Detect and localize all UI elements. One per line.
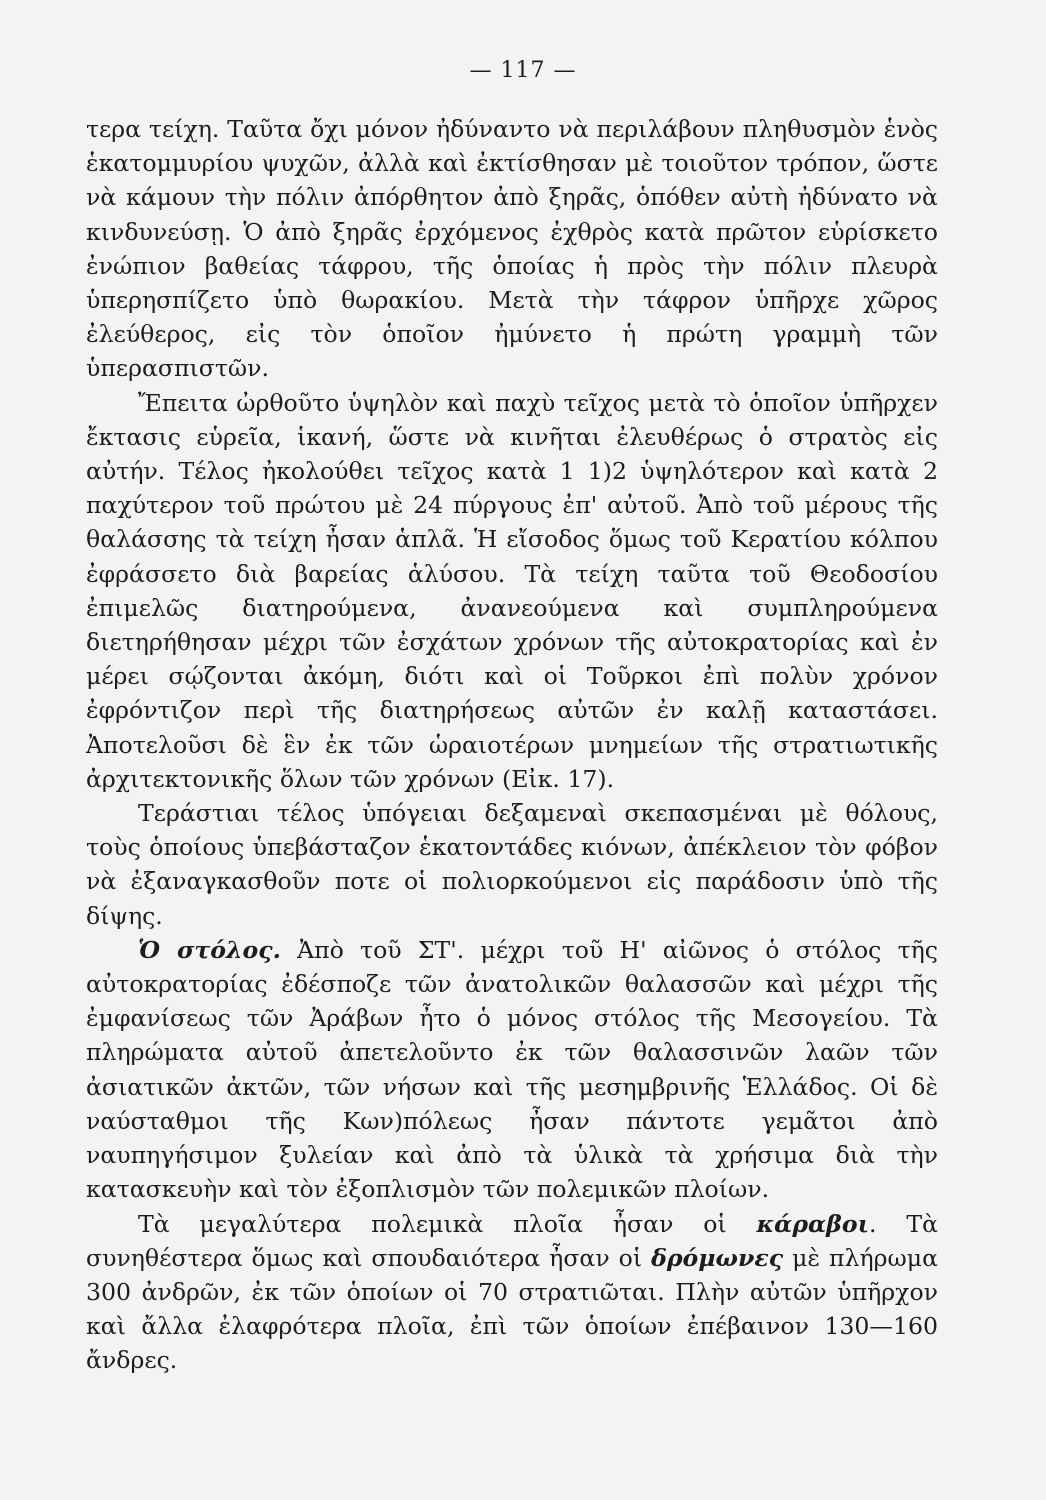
term-karavoi: κάραβοι (756, 1209, 870, 1238)
paragraph-cisterns: Τεράστιαι τέλος ὑπόγειαι δεξαμεναὶ σκεπασμέναι μὲ θόλους, τοὺς ὁποίους ὑπεβάσταζον ἑκατοντάδες κιόνων, ἀπέκλειον τὸν φόβον νὰ ἐξαναγκασθοῦν ποτε οἱ πολιορκούμενοι εἰς παράδοσιν ὑπὸ τῆς δίψης. (86, 799, 938, 930)
paragraph-ships (86, 1207, 938, 1378)
paragraph-fleet-body: Ἀπὸ τοῦ ΣΤ'. μέχρι τοῦ Η' αἰῶνος ὁ στόλος τῆς αὐτοκρατορίας ἐδέσποζε τῶν ἀνατολικῶν θαλασσῶν καὶ μέχρι τῆς ἐμφανίσεως τῶν Ἀράβων ἦτο ὁ μόνος στόλος τῆς Μεσογείου. Τὰ πληρώματα αὐτοῦ ἀπετελοῦντο ἐκ τῶν θαλασσινῶν λαῶν τῶν ἀσιατικῶν ἀκτῶν, τῶν νήσων καὶ τῆς μεσημβρινῆς Ἑλλάδος. Οἱ δὲ ναύσταθμοι τῆς Κων)πόλεως ἦσαν πάντοτε γεμᾶτοι ἀπὸ ναυπηγήσιμον ξυλείαν καὶ ἀπὸ τὰ ὑλικὰ τὰ χρήσιμα διὰ τὴν κατασκευὴν καὶ τὸν ἐξοπλισμὸν τῶν πολεμικῶν πλοίων. (86, 935, 938, 1204)
paragraph-walls-detail: Ἔπειτα ὠρθοῦτο ὑψηλὸν καὶ παχὺ τεῖχος μετὰ τὸ ὁποῖον ὑπῆρχεν ἔκτασις εὑρεῖα, ἱκανή, ὥστε νὰ κινῆται ἐλευθέρως ὁ στρατὸς εἰς αὐτήν. Τέλος ἠκολούθει τεῖχος κατὰ 1 1)2 ὑψηλότερον καὶ κατὰ 2 παχύτερον τοῦ πρώτου μὲ 24 πύργους ἐπ' αὐτοῦ. Ἀπὸ τοῦ μέρους τῆς θαλάσσης τὰ τείχη ἦσαν ἁπλᾶ. Ἡ εἴσοδος ὅμως τοῦ Κερατίου κόλπου ἐφράσσετο διὰ βαρείας ἁλύσου. Τὰ τείχη ταῦτα τοῦ Θεοδοσίου ἐπιμελῶς διατηρούμενα, ἀνανεούμενα καὶ συμπληρούμενα διετηρήθησαν μέχρι τῶν ἐσχάτων χρόνων τῆς αὐτοκρατορίας καὶ ἐν μέρει σῴζονται ἀκόμη, διότι καὶ οἱ Τοῦρκοι ἐπὶ πολὺν χρόνον ἐφρόντιζον περὶ τῆς διατηρήσεως αὐτῶν ἐν καλῇ καταστάσει. Ἀποτελοῦσι δὲ ἓν ἐκ τῶν ὡραιοτέρων μνημείων τῆς στρατιωτικῆς ἀρχιτεκτονικῆς ὅλων τῶν χρόνων (Εἰκ. 17). (86, 388, 938, 793)
term-dromones: δρόμωνες (651, 1243, 784, 1272)
body-text (86, 112, 938, 1378)
section-heading-fleet: Ὁ στόλος. (138, 935, 281, 964)
paragraph-ships-part-a: Τὰ μεγαλύτερα πολεμικὰ πλοῖα ἦσαν οἱ (138, 1209, 757, 1238)
paragraph-fleet (86, 933, 938, 1207)
paragraph-walls-continued: τερα τείχη. Ταῦτα ὄχι μόνον ἠδύναντο νὰ περιλάβουν πληθυσμὸν ἑνὸς ἑκατομμυρίου ψυχῶν, ἀλλὰ καὶ ἐκτίσθησαν μὲ τοιοῦτον τρόπον, ὥστε νὰ κάμουν τὴν πόλιν ἀπόρθητον ἀπὸ ξηρᾶς, ὁπόθεν αὐτὴ ἠδύνατο νὰ κινδυνεύσῃ. Ὁ ἀπὸ ξηρᾶς ἐρχόμενος ἐχθρὸς κατὰ πρῶτον εὑρίσκετο ἐνώπιον βαθείας τάφρου, τῆς ὁποίας ἡ πρὸς τὴν πόλιν πλευρὰ ὑπερησπίζετο ὑπὸ θωρακίου. Μετὰ τὴν τάφρον ὑπῆρχε χῶρος ἐλεύθερος, εἰς τὸν ὁποῖον ἠμύνετο ἡ πρώτη γραμμὴ τῶν ὑπερασπιστῶν. (86, 115, 938, 383)
paragraph-ships-part-b: . Τὰ συνηθέστερα ὅμως καὶ σπουδαιότερα ἦσαν οἱ (86, 1209, 938, 1272)
page-number: — 117 — (469, 58, 577, 83)
paragraph-ships-part-c: μὲ πλήρωμα 300 ἀνδρῶν, ἐκ τῶν ὁποίων οἱ 70 στρατιῶται. Πλὴν αὐτῶν ὑπῆρχον καὶ ἄλλα ἐλαφρότερα πλοῖα, ἐπὶ τῶν ὁποίων ἐπέβαινον 130—160 ἄνδρες. (86, 1243, 939, 1375)
